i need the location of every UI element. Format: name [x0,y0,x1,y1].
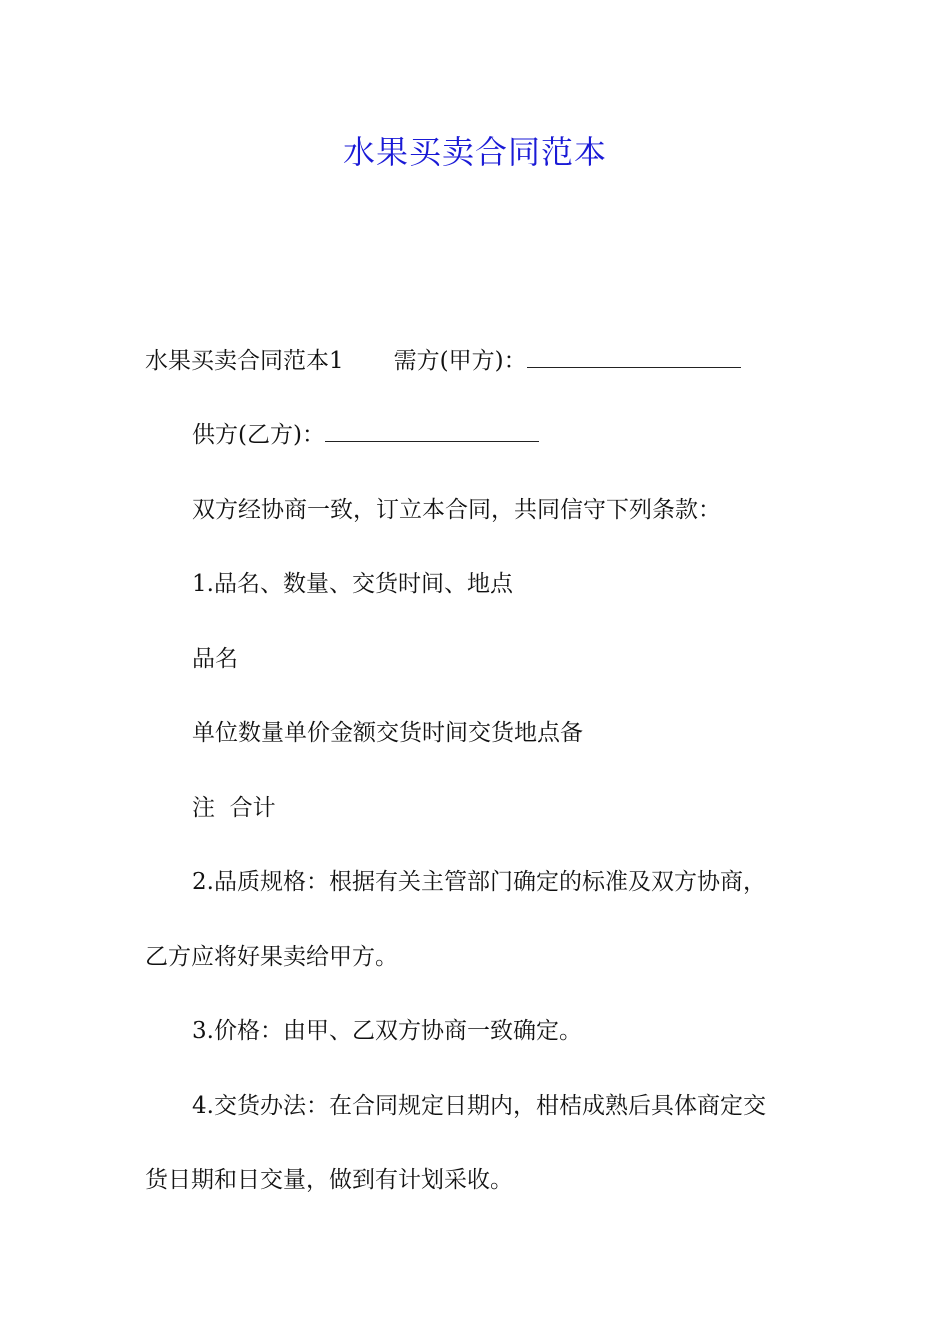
clause-2-line-1: 2.品质规格：根据有关主管部门确定的标准及双方协商， [192,869,766,895]
intro-paragraph: 双方经协商一致，订立本合同，共同信守下列条款： [192,497,721,523]
party-b-blank [325,419,539,442]
contract-heading: 水果买卖合同范本1 [145,348,344,374]
party-a-blank [527,345,741,368]
clause-1-title: 1.品名、数量、交货时间、地点 [192,571,513,597]
clause-4-line-2: 货日期和日交量，做到有计划采收。 [145,1167,513,1193]
table-header-2: 单位数量单价金额交货时间交货地点备 [192,720,583,746]
party-b-label: 供方(乙方)： [192,422,325,448]
first-line [145,344,741,378]
table-header-3: 注 合计 [192,795,276,821]
clause-3: 3.价格：由甲、乙双方协商一致确定。 [192,1018,582,1044]
table-header-1: 品名 [192,646,238,672]
party-a-label: 需方(甲方)： [393,348,527,374]
clause-4-line-1: 4.交货办法：在合同规定日期内，柑桔成熟后具体商定交 [192,1093,766,1119]
clause-2-line-2: 乙方应将好果卖给甲方。 [145,944,398,970]
document-title: 水果买卖合同范本 [342,133,607,171]
party-b-line [192,418,539,452]
